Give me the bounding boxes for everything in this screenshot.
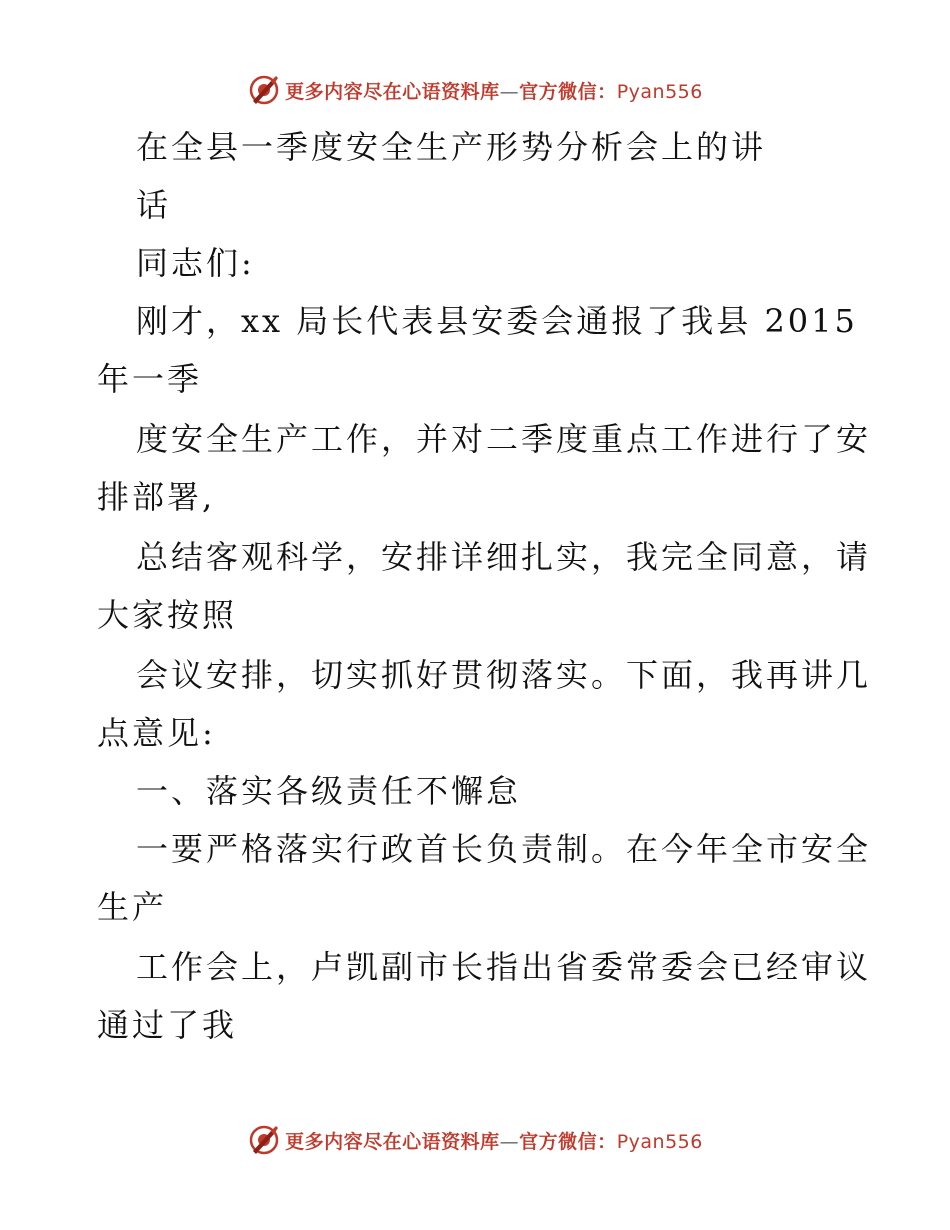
pen-logo-icon [247, 73, 281, 107]
header-banner [0, 70, 950, 110]
banner-wechat-id: Pyan556 [616, 1130, 703, 1153]
banner-separator: — [499, 1130, 520, 1153]
paragraph-line: 年一季 [97, 360, 203, 398]
document-title-line-2: 话 [136, 186, 172, 224]
banner-wechat-label: 官方微信： [519, 80, 617, 103]
paragraph-line: 总结客观科学，安排详细扎实，我完全同意，请 [136, 538, 872, 576]
paragraph-line: 会议安排，切实抓好贯彻落实。下面，我再讲几 [136, 656, 872, 694]
document-title-line-1: 在全县一季度安全生产形势分析会上的讲 [136, 128, 767, 166]
footer-banner [0, 1120, 950, 1160]
banner-text [285, 77, 703, 104]
paragraph-line: 度安全生产工作，并对二季度重点工作进行了安 [136, 420, 872, 458]
banner-text [285, 1127, 703, 1154]
banner-wechat-label: 官方微信： [519, 1130, 617, 1153]
paragraph-line: 大家按照 [97, 596, 238, 634]
salutation: 同志们: [136, 244, 255, 282]
paragraph-line: 刚才，xx 局长代表县安委会通报了我县 2015 [136, 302, 858, 340]
banner-brand: 更多内容尽在心语资料库 [285, 1130, 500, 1153]
paragraph-line: 一要严格落实行政首长负责制。在今年全市安全 [136, 830, 872, 868]
banner-wechat-id: Pyan556 [616, 80, 703, 103]
banner-separator: — [499, 80, 520, 103]
section-heading: 一、落实各级责任不懈怠 [136, 772, 522, 810]
pen-logo-icon [247, 1123, 281, 1157]
paragraph-line: 排部署, [97, 478, 216, 516]
paragraph-line: 生产 [97, 888, 168, 926]
paragraph-line: 点意见: [97, 714, 216, 752]
paragraph-line: 工作会上，卢凯副市长指出省委常委会已经审议 [136, 948, 872, 986]
paragraph-line: 通过了我 [97, 1006, 238, 1044]
banner-brand: 更多内容尽在心语资料库 [285, 80, 500, 103]
